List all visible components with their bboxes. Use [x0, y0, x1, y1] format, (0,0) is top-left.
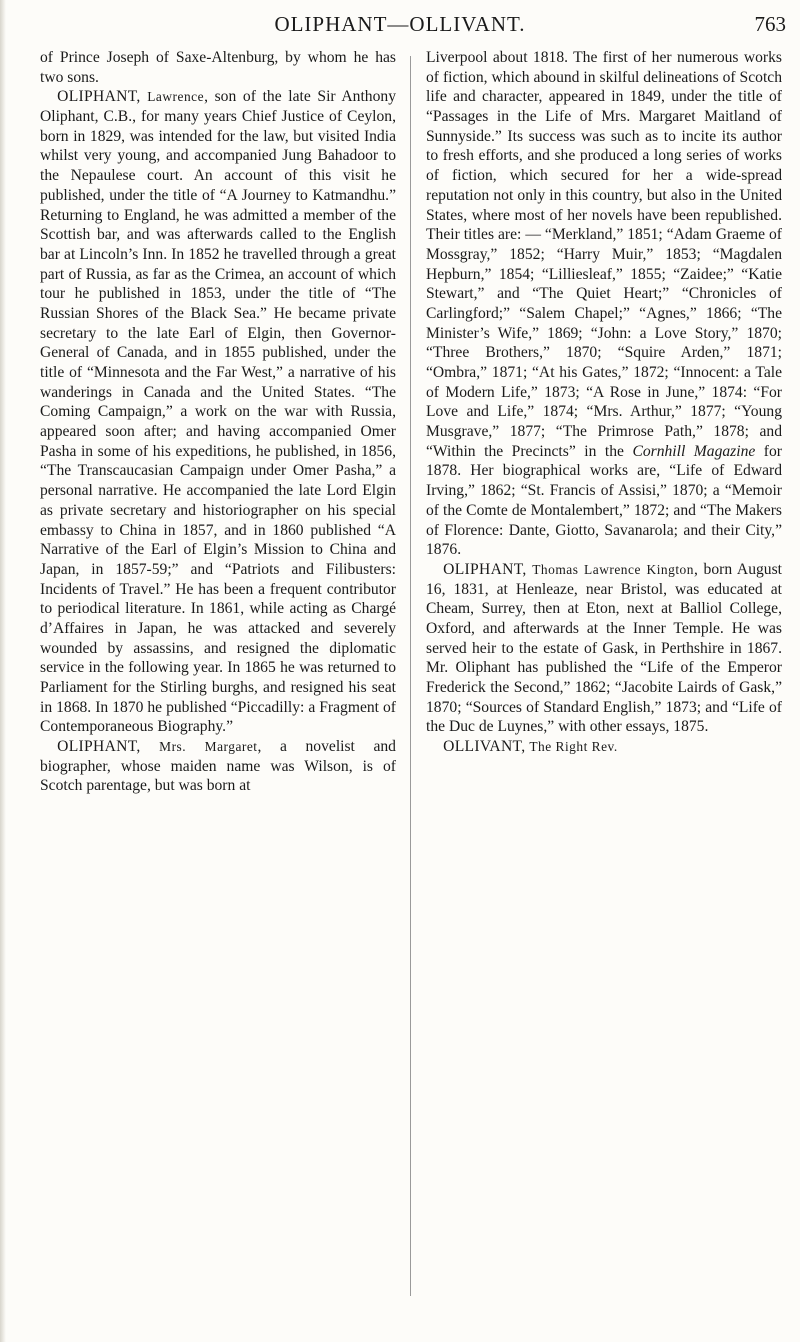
magazine-title: Cornhill Magazine: [632, 442, 756, 460]
entry-body: , born August 16, 1831, at Henleaze, near Bristol, was educated at Cheam, Surrey, then at Eton, next at Balliol College, Oxford, and afterwards at the Inner Temple. He was served heir to the estate of Gask, in Perthshire in 1867. Mr. Oliphant has published the “Life of the Emperor Frederick the Second,” 1862; “Jacobite Lairds of Gask,” 1870; “Sources of Standard English,” 1873; and “Life of the Duc de Luynes,” with other essays, 1875.: [426, 560, 782, 736]
right-column: [426, 48, 782, 757]
continued-paragraph: of Prince Joseph of Saxe-Altenburg, by whom he has two sons.: [40, 49, 396, 86]
entry-oliphant-margaret: [40, 737, 396, 796]
entry-oliphant-thomas: [426, 560, 782, 737]
entry-body: , a novelist and biographer, whose maiden name was Wilson, is of Scotch parentage, but was born at: [40, 738, 396, 795]
entry-headword: OLIPHANT,: [57, 738, 141, 756]
entry-given-name: Mrs. Margaret: [159, 739, 258, 755]
entry-headword: OLIPHANT,: [57, 88, 141, 106]
entry-ollivant: [426, 737, 782, 757]
page-edge-shadow: [0, 0, 6, 1342]
page-header: [0, 6, 800, 42]
column-divider: [410, 56, 411, 1296]
entry-oliphant-lawrence: [40, 87, 396, 737]
running-head: OLIPHANT—OLLIVANT.: [274, 12, 526, 36]
entry-given-name: Thomas Lawrence Kington: [532, 561, 694, 577]
continued-paragraph: [426, 48, 782, 560]
entry-body: Liverpool about 1818. The first of her numerous works of fiction, which abound in skilful delineations of Scotch life and character, appeared in 1849, under the title of “Passages in the Life of Mrs. Margaret Maitland of Sunnyside.” Its success was such as to incite its author to fresh efforts, and she produced a long series of works of fiction, which secured for her a wide-spread reputation not only in this country, but also in the United States, where most of her novels have been republished. Their titles are: — “Merkland,” 1851; “Adam Graeme of Mossgray,” 1852; “Harry Muir,” 1853; “Magdalen Hepburn,” 1854; “Lilliesleaf,” 1855; “Zaidee;” “Katie Stewart,” and “The Quiet Heart;” “Chronicles of Carlingford;” “Salem Chapel;” “Agnes,” 1866; “The Minister’s Wife,” 1869; “John: a Love Story,” 1870; “Three Brothers,” 1870; “Squire Arden,” 1871; “Ombra,” 1871; “At his Gates,” 1872; “Innocent: a Tale of Modern Life,” 1873; “A Rose in June,” 1874: “For Love and Life,” 1874; “Mrs. Arthur,” 1877; “Young Musgrave,” 1877; “The Primrose Path,” 1878; and “Within the Precincts” in the: [426, 49, 782, 460]
page-number: 763: [754, 12, 786, 36]
left-column: [40, 48, 396, 796]
entry-body: , son of the late Sir Anthony Oliphant, C.B., for many years Chief Justice of Ceylon, born in 1829, was intended for the law, but visited India whilst very young, and accompanied Jung Bahadoor to the Nepaulese court. An account of this visit he published, under the title of “A Journey to Katmandhu.” Returning to England, he was admitted a member of the Scottish bar, and was afterwards called to the English bar at Lincoln’s Inn. In 1852 he travelled through a great part of Russia, as far as the Crimea, an account of which tour he published in 1853, under the title of “The Russian Shores of the Black Sea.” He became private secretary to the late Earl of Elgin, then Governor-General of Canada, and in 1855 published, under the title of “Minnesota and the Far West,” a narrative of his wanderings in Canada and the United States. “The Coming Campaign,” a work on the war with Russia, appeared soon after; and having accompanied Omer Pasha in some of his expeditions, he published, in 1856, “The Transcaucasian Campaign under Omer Pasha,” a personal narrative. He accompanied the late Lord Elgin as private secretary and historiographer on his special embassy to China in 1857, and in 1860 published “A Narrative of the Earl of Elgin’s Mission to China and Japan, in 1857-59;” and “Patriots and Filibusters: Incidents of Travel.” He has been a frequent contributor to periodical literature. In 1861, while acting as Chargé d’Affaires in Japan, he was attacked and severely wounded by assassins, and resigned the diplomatic service in the following year. In 1865 he was returned to Parliament for the Stirling burghs, and resigned his seat in 1868. In 1870 he published “Piccadilly: a Fragment of Contemporaneous Biography.”: [40, 88, 396, 736]
entry-headword: OLIPHANT,: [443, 560, 527, 578]
entry-given-name: Lawrence: [147, 89, 205, 105]
entry-headword: OLLIVANT,: [443, 738, 526, 756]
entry-body: for 1878. Her biographical works are, “Life of Edward Irving,” 1862; “St. Francis of Assisi,” 1870; a “Memoir of the Comte de Montalembert,” 1872; and “The Makers of Florence: Dante, Giotto, Savanarola; and their City,” 1876.: [426, 442, 782, 559]
entry-given-name: The Right Rev.: [529, 739, 618, 755]
